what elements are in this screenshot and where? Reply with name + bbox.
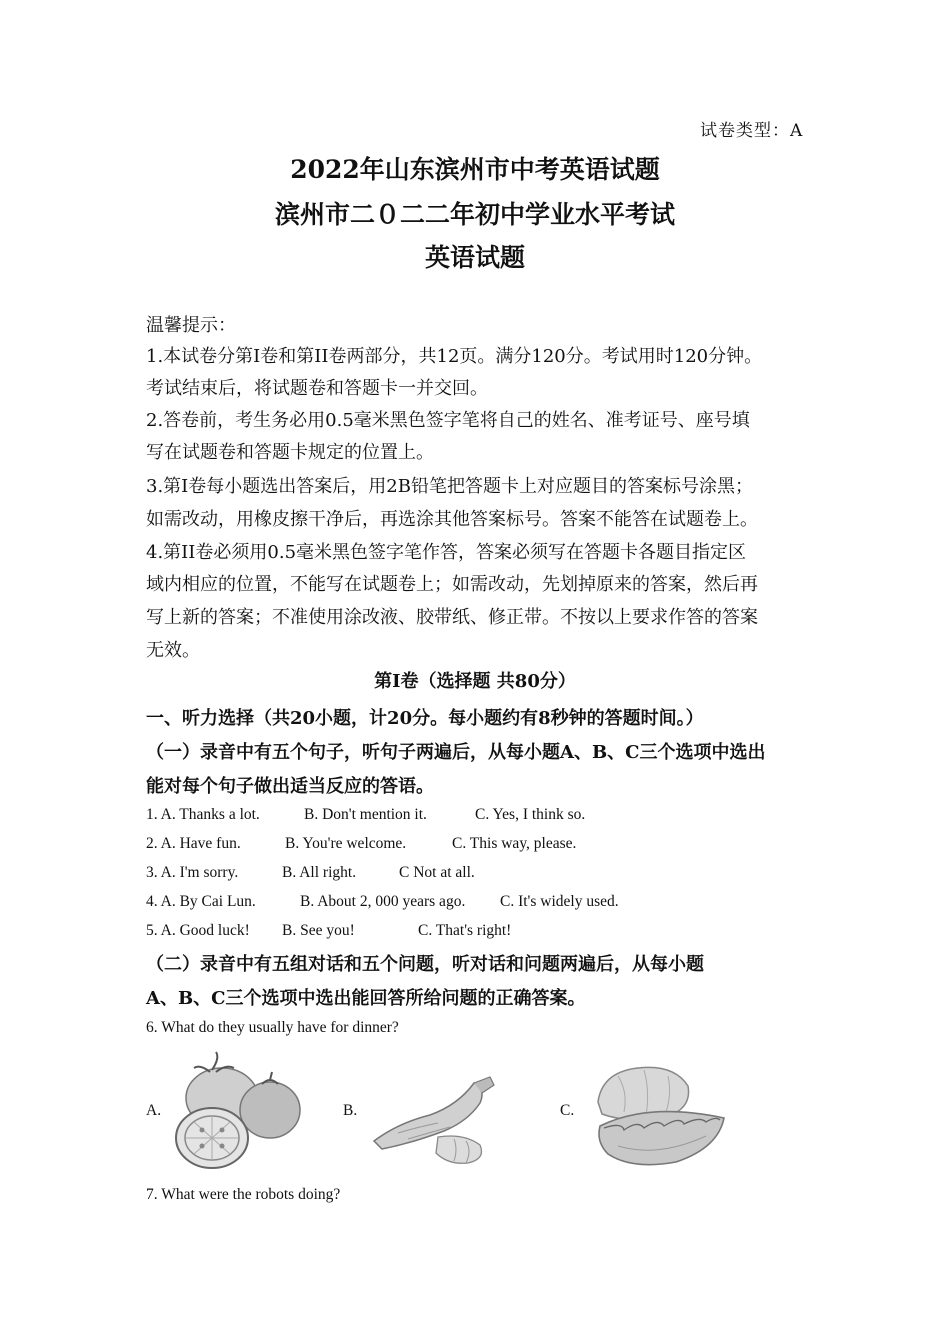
question-option-c: C. This way, please.	[452, 835, 577, 852]
subsection-instruction: （一）录音中有五个句子，听句子两遍后，从每小题A、B、C三个选项中选出	[146, 742, 766, 763]
notice-line: 无效。	[146, 640, 200, 661]
option-b-label: B.	[343, 1102, 358, 1119]
dumpling-picture	[588, 1062, 728, 1172]
question-option-a: 1. A. Thanks a lot.	[146, 806, 260, 823]
subsection-instruction: A、B、C三个选项中选出能回答所给问题的正确答案。	[146, 988, 586, 1009]
exam-title: 2022年山东滨州市中考英语试题	[290, 155, 660, 184]
option-c-label: C.	[560, 1102, 575, 1119]
question-option-b: B. See you!	[282, 922, 355, 939]
question-option-b: B. Don't mention it.	[304, 806, 427, 823]
exam-subject: 英语试题	[424, 243, 525, 272]
notice-line: 4.第II卷必须用0.5毫米黑色签字笔作答，答案必须写在答题卡各题目指定区	[146, 542, 747, 563]
question-option-a: 2. A. Have fun.	[146, 835, 241, 852]
question-7: 7. What were the robots doing?	[146, 1186, 341, 1203]
tomato-picture	[172, 1050, 304, 1172]
notice-line: 1.本试卷分第Ⅰ卷和第II卷两部分，共12页。满分120分。考试用时120分钟。	[146, 346, 763, 367]
notice-line: 写在试题卷和答题卡规定的位置上。	[146, 442, 434, 463]
meat-picture	[368, 1075, 508, 1167]
notice-line: 如需改动，用橡皮擦干净后，再选涂其他答案标号。答案不能答在试题卷上。	[146, 509, 758, 530]
question-option-c: C. It's widely used.	[500, 893, 619, 910]
question-option-a: 5. A. Good luck!	[146, 922, 250, 939]
question-option-c: C. That's right!	[418, 922, 512, 939]
question-option-a: 3. A. I'm sorry.	[146, 864, 239, 881]
notice-line: 域内相应的位置，不能写在试题卷上；如需改动，先划掉原来的答案，然后再	[146, 574, 758, 595]
question-6: 6. What do they usually have for dinner?	[146, 1019, 399, 1036]
notice-line: 写上新的答案；不准使用涂改液、胶带纸、修正带。不按以上要求作答的答案	[146, 607, 758, 628]
notice-line: 考试结束后，将试题卷和答题卡一并交回。	[146, 378, 488, 399]
section-heading: 一、听力选择（共20小题，计20分。每小题约有8秒钟的答题时间。）	[146, 708, 704, 729]
notice-heading: 温馨提示：	[146, 315, 236, 336]
notice-line: 2.答卷前，考生务必用0.5毫米黑色签字笔将自己的姓名、准考证号、座号填	[146, 410, 750, 431]
part-one-title: 第Ⅰ卷（选择题 共80分）	[374, 671, 576, 692]
notice-line: 3.第Ⅰ卷每小题选出答案后，用2B铅笔把答题卡上对应题目的答案标号涂黑；	[146, 476, 753, 497]
subsection-instruction: （二）录音中有五组对话和五个问题，听对话和问题两遍后，从每小题	[146, 954, 704, 975]
question-option-a: 4. A. By Cai Lun.	[146, 893, 256, 910]
question-option-c: C. Yes, I think so.	[475, 806, 586, 823]
exam-subtitle: 滨州市二０二二年初中学业水平考试	[274, 200, 675, 229]
option-a-label: A.	[146, 1102, 162, 1119]
subsection-instruction: 能对每个句子做出适当反应的答语。	[146, 776, 434, 797]
question-option-b: B. About 2, 000 years ago.	[300, 893, 466, 910]
question-option-b: B. You're welcome.	[285, 835, 407, 852]
question-option-b: B. All right.	[282, 864, 357, 881]
paper-type-label: 试卷类型：A	[700, 121, 804, 141]
question-option-c: C Not at all.	[399, 864, 475, 881]
